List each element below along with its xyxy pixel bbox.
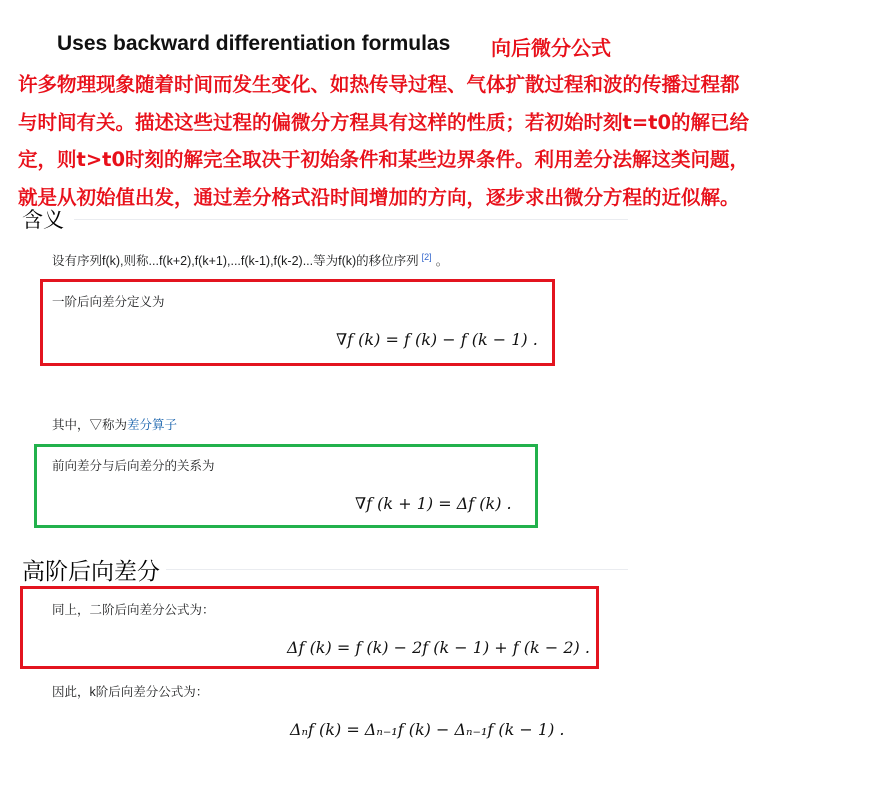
intro-line-1: 许多物理现象随着时间而发生变化、如热传导过程、气体扩散过程和波的传播过程都 [18,73,740,96]
heading-divider [74,219,628,220]
definition-body: 设有序列f(k),则称...f(k+2),f(k+1),...f(k-1),f(k-2)...等为f(k)的移位序列 [52,254,419,268]
kth-order-formula: Δₙf (k) = Δₙ₋₁f (k) − Δₙ₋₁f (k − 1) . [290,720,565,739]
relation-formula: ∇f (k + 1) = Δf (k) . [355,494,512,513]
relation-label: 前向差分与后向差分的关系为 [52,459,215,473]
intro-line-2: 与时间有关。描述这些过程的偏微分方程具有这样的性质；若初始时刻t=t0的解已给 [18,110,750,134]
intro-line-3: 定，则t>t0时刻的解完全取决于初始条件和某些边界条件。利用差分法解这类问题， [18,148,750,171]
intro-line-4: 就是从初始值出发，通过差分格式沿时间增加的方向，逐步求出微分方程的近似解。 [18,185,740,209]
section-heading-higher-order: 高阶后向差分 [22,558,160,584]
operator-prefix: 其中，▽称为 [52,418,128,432]
intro-paragraph [18,66,818,216]
first-order-label: 一阶后向差分定义为 [52,295,165,309]
operator-text [52,415,177,433]
definition-end: 。 [435,254,449,268]
section-heading-meaning: 含义 [22,209,64,232]
second-order-formula: Δf (k) = f (k) − 2f (k − 1) + f (k − 2) . [287,638,590,657]
kth-order-label: 因此，k阶后向差分公式为： [52,685,209,699]
title-english: Uses backward differentiation formulas [57,32,451,55]
first-order-formula: ∇f (k) = f (k) − f (k − 1) . [336,330,538,349]
definition-text [52,251,448,269]
difference-operator-link[interactable]: 差分算子 [127,418,178,432]
title-chinese: 向后微分公式 [491,36,611,60]
heading-divider [166,569,628,570]
second-order-label: 同上，二阶后向差分公式为： [52,603,215,617]
reference-link[interactable]: [2] [421,251,432,262]
